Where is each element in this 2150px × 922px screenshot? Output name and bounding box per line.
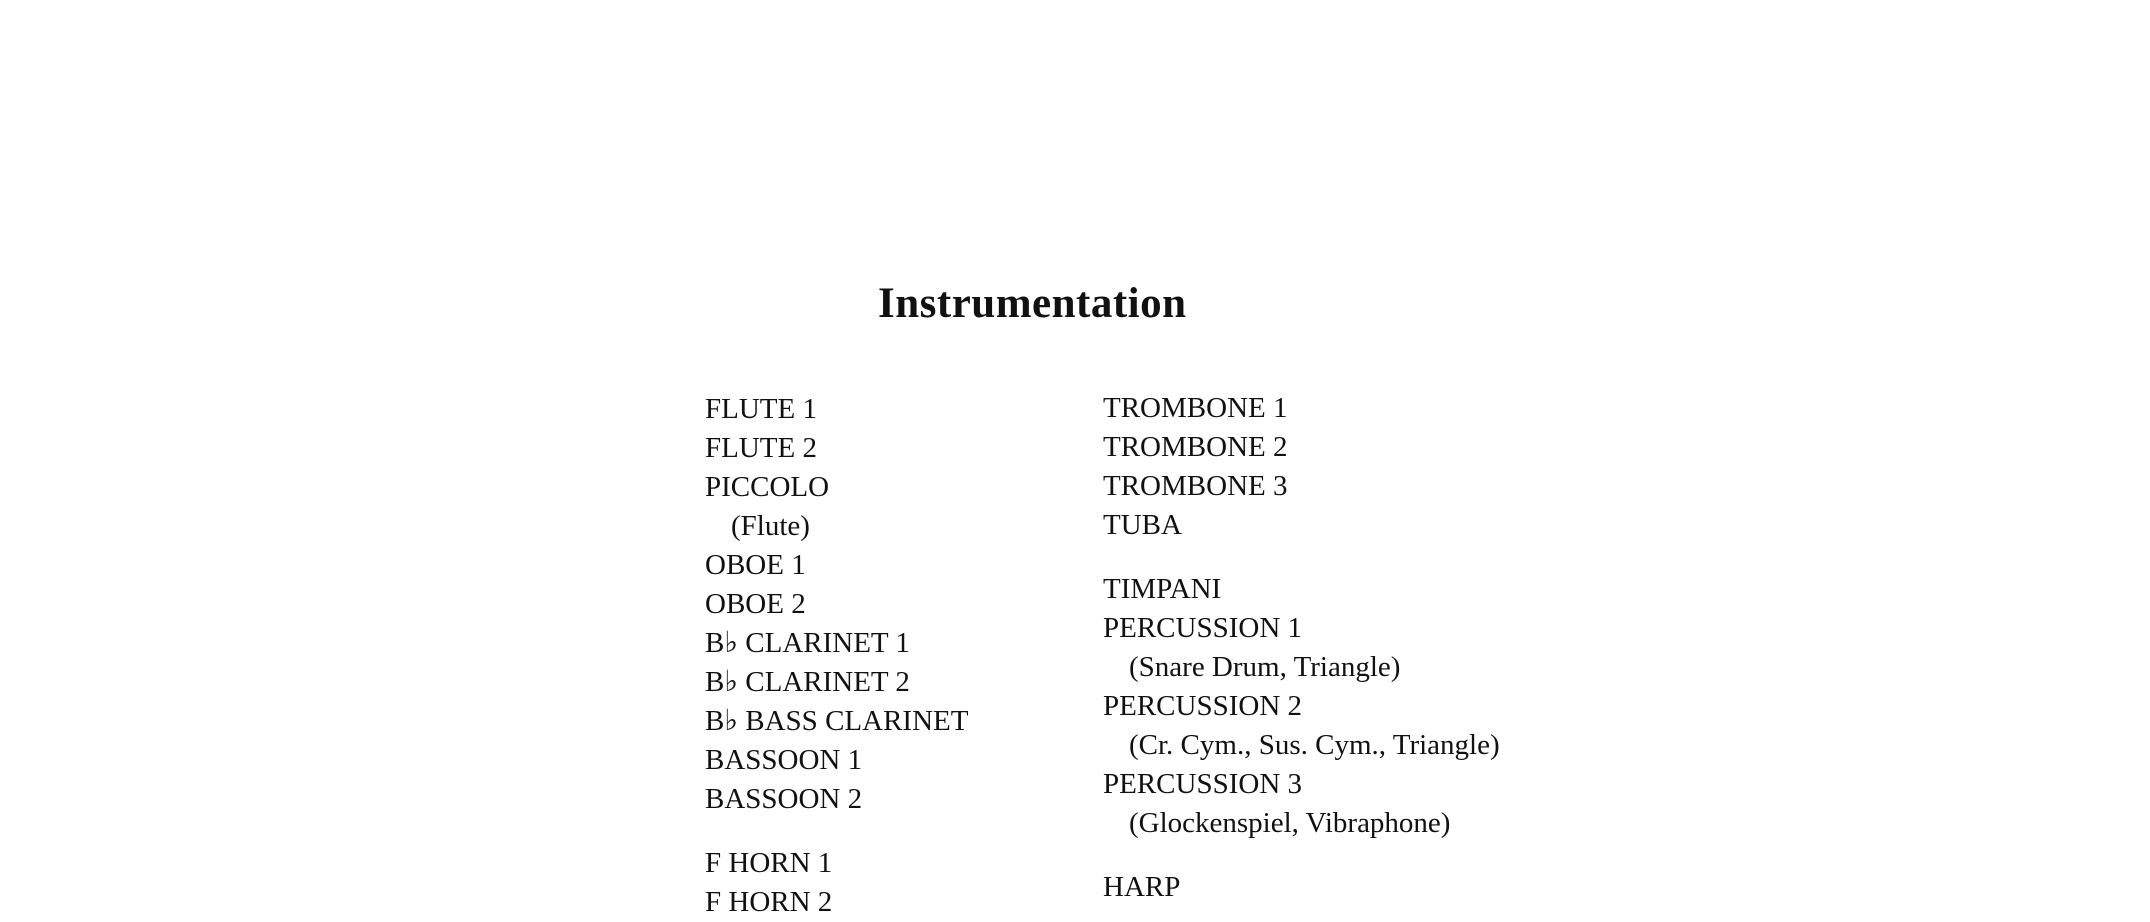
instrument-horn-1: F HORN 1 — [705, 847, 833, 879]
instrument-note-percussion-1: (Snare Drum, Triangle) — [1129, 651, 1401, 683]
instrument-oboe-2: OBOE 2 — [705, 588, 806, 620]
instrument-bassoon-2: BASSOON 2 — [705, 783, 863, 815]
instrument-timpani: TIMPANI — [1103, 573, 1222, 605]
instrument-horn-2: F HORN 2 — [705, 886, 833, 918]
instrument-bassoon-1: BASSOON 1 — [705, 744, 863, 776]
instrument-note-piccolo: (Flute) — [731, 510, 810, 542]
instrument-list-left — [705, 390, 968, 922]
instrument-tuba: TUBA — [1103, 509, 1182, 541]
page-title: Instrumentation — [878, 280, 1187, 327]
instrument-harp: HARP — [1103, 871, 1181, 903]
instrument-list-right — [1103, 389, 1500, 907]
instrument-clarinet-2: B♭ CLARINET 2 — [705, 666, 910, 698]
instrument-flute-2: FLUTE 2 — [705, 432, 817, 464]
instrument-piccolo: PICCOLO — [705, 471, 830, 503]
instrument-clarinet-1: B♭ CLARINET 1 — [705, 627, 910, 659]
instrument-percussion-3: PERCUSSION 3 — [1103, 768, 1303, 800]
instrument-bass-clarinet: B♭ BASS CLARINET — [705, 705, 969, 737]
instrument-oboe-1: OBOE 1 — [705, 549, 806, 581]
instrument-note-percussion-2: (Cr. Cym., Sus. Cym., Triangle) — [1129, 729, 1500, 761]
instrument-percussion-2: PERCUSSION 2 — [1103, 690, 1303, 722]
instrument-percussion-1: PERCUSSION 1 — [1103, 612, 1303, 644]
instrument-flute-1: FLUTE 1 — [705, 393, 817, 425]
instrument-note-percussion-3: (Glockenspiel, Vibraphone) — [1129, 807, 1451, 839]
instrument-trombone-2: TROMBONE 2 — [1103, 431, 1288, 463]
instrument-trombone-3: TROMBONE 3 — [1103, 470, 1288, 502]
instrument-trombone-1: TROMBONE 1 — [1103, 392, 1288, 424]
